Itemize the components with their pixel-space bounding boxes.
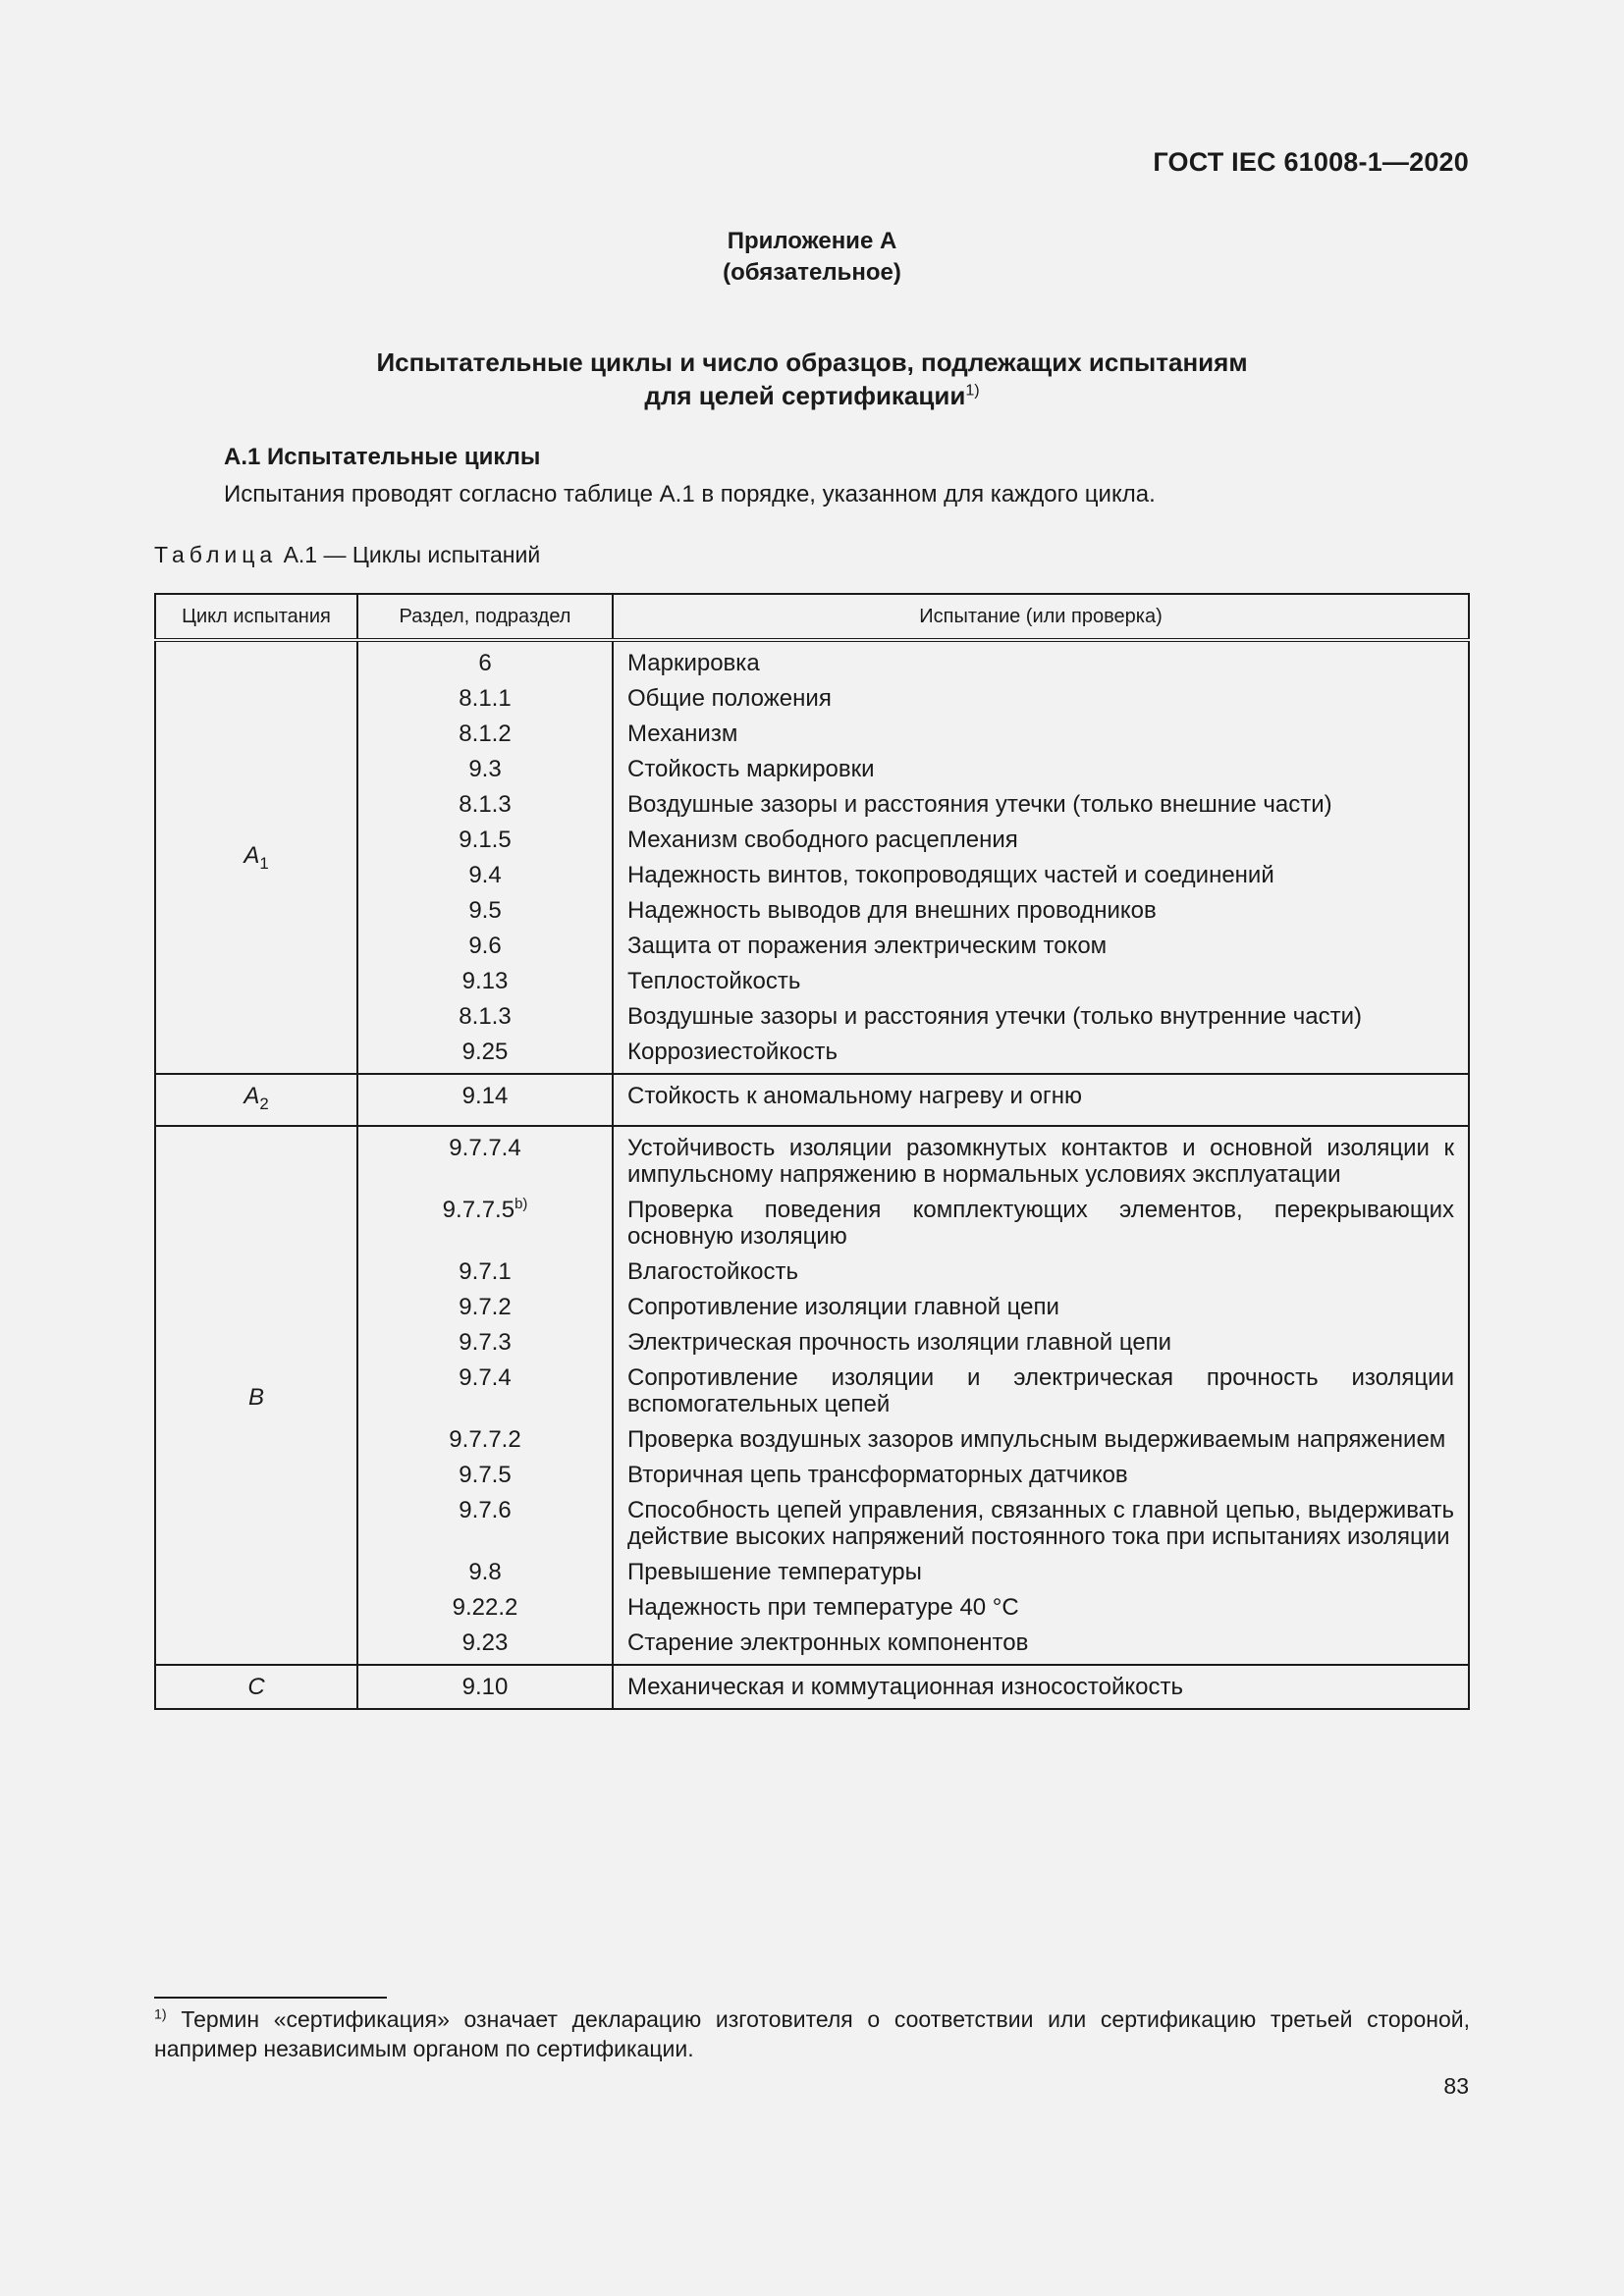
cycle-cell [155,1665,357,1709]
test-cell: Коррозиестойкость [613,1034,1469,1074]
test-cell: Маркировка [613,640,1469,680]
section-number: 9.8 [468,1558,502,1585]
section-heading: А.1 Испытательные циклы [224,444,541,470]
section-number: 9.7.3 [459,1328,512,1356]
annex-title [0,346,1624,412]
footnote-mark: 1) [154,2006,167,2023]
cycle-subscript: 1 [259,853,269,873]
section-number: 9.4 [468,862,502,888]
section-cell [357,716,613,751]
header-cycle: Цикл испытания [155,594,357,640]
section-number: 9.14 [461,1083,509,1109]
test-cell: Общие положения [613,680,1469,716]
table-row [155,1665,1469,1709]
section-number: 8.1.3 [459,1003,512,1030]
cycle-label: A [244,1083,260,1109]
table-caption-prefix: Таблица [154,542,278,567]
section-number: 9.3 [468,756,502,782]
section-cell [357,1254,613,1289]
section-number: 8.1.1 [459,685,512,712]
section-number: 9.1.5 [459,827,512,853]
section-cell [357,1421,613,1457]
section-number: 9.10 [461,1673,509,1700]
test-cell: Надежность выводов для внешних проводников [613,892,1469,928]
section-cell [357,1034,613,1074]
test-cell: Механизм свободного расцепления [613,822,1469,857]
section-number: 9.22.2 [452,1593,518,1621]
section-cell [357,963,613,998]
test-cell: Воздушные зазоры и расстояния утечки (только внутренние части) [613,998,1469,1034]
test-cell: Стойкость маркировки [613,751,1469,786]
test-cell: Устойчивость изоляции разомкнутых контактов и основной изоляции к импульсному напряжению в нормальных условиях эксплуатации [613,1126,1469,1192]
section-number: 9.13 [461,968,509,994]
table-row [155,1126,1469,1192]
section-number: 9.7.7.5 [442,1196,515,1223]
section-cell [357,1074,613,1126]
test-cell: Стойкость к аномальному нагреву и огню [613,1074,1469,1126]
test-cell: Механическая и коммутационная износостойкость [613,1665,1469,1709]
section-cell [357,1625,613,1665]
test-cell: Механизм [613,716,1469,751]
test-cell: Способность цепей управления, связанных с главной цепью, выдерживать действие высоких напряжений постоянного тока при испытаниях изоляции [613,1492,1469,1554]
section-cell [357,1589,613,1625]
section-text: Испытания проводят согласно таблице А.1 в порядке, указанном для каждого цикла. [224,481,1156,507]
annex-label: Приложение А [727,228,897,254]
annex-status: (обязательное) [723,259,901,286]
test-cell: Влагостойкость [613,1254,1469,1289]
section-number: 9.7.2 [459,1293,512,1320]
section-cell [357,1126,613,1192]
section-cell [357,1289,613,1324]
section-number: 9.25 [461,1039,509,1065]
section-number: 6 [478,650,492,676]
section-number: 9.7.6 [459,1496,512,1523]
page-number: 83 [1443,2073,1469,2099]
footnote-text: Термин «сертификация» означает декларацию изготовителя о соответствии или сертификацию третьей стороной, например независимым органом по сертификации. [154,2006,1470,2061]
test-cell: Вторичная цепь трансформаторных датчиков [613,1457,1469,1492]
section-number: 8.1.3 [459,791,512,818]
test-cycles-table [154,593,1470,1710]
section-cell [357,822,613,857]
section-number: 9.7.1 [459,1257,512,1285]
section-cell [357,1360,613,1421]
cycle-label: A [244,842,260,870]
footnote-divider [154,1997,387,1999]
section-cell [357,998,613,1034]
test-cell: Надежность винтов, токопроводящих частей и соединений [613,857,1469,892]
annex-heading [0,226,1624,289]
standard-code: ГОСТ IEC 61008-1—2020 [1153,147,1469,177]
test-cell: Проверка поведения комплектующих элементов, перекрывающих основную изоляцию [613,1192,1469,1254]
section-number: 9.7.4 [459,1363,512,1391]
section-cell [357,857,613,892]
table-row [155,1074,1469,1126]
section-cell [357,751,613,786]
section-cell [357,892,613,928]
cycle-cell [155,640,357,1074]
table-caption-rest: А.1 — Циклы испытаний [277,542,541,567]
test-cell: Защита от поражения электрическим током [613,928,1469,963]
section-number: 9.7.7.4 [449,1134,521,1161]
footnote [154,2004,1470,2063]
section-cell [357,680,613,716]
section-note-ref: b) [514,1196,528,1212]
section-cell [357,928,613,963]
header-test: Испытание (или проверка) [613,594,1469,640]
test-cell: Воздушные зазоры и расстояния утечки (только внешние части) [613,786,1469,822]
section-number: 9.6 [468,933,502,959]
table-header-row [155,594,1469,640]
section-cell [357,1665,613,1709]
cycle-label: C [247,1673,265,1700]
test-cell: Электрическая прочность изоляции главной цепи [613,1324,1469,1360]
table-caption [154,542,540,568]
test-cell: Сопротивление изоляции и электрическая прочность изоляции вспомогательных цепей [613,1360,1469,1421]
cycle-cell [155,1074,357,1126]
section-number: 9.7.7.2 [449,1425,521,1453]
test-cell: Проверка воздушных зазоров импульсным выдерживаемым напряжением [613,1421,1469,1457]
section-cell [357,1492,613,1554]
section-cell [357,1457,613,1492]
table-row [155,640,1469,680]
cycle-subscript: 2 [259,1094,269,1113]
section-number: 9.5 [468,897,502,924]
section-cell [357,640,613,680]
section-number: 8.1.2 [459,721,512,747]
cycle-cell [155,1126,357,1665]
section-cell [357,1554,613,1589]
section-cell [357,1324,613,1360]
table-body [155,640,1469,1709]
test-cell: Сопротивление изоляции главной цепи [613,1289,1469,1324]
test-cell: Старение электронных компонентов [613,1625,1469,1665]
annex-title-line2: для целей сертификации [644,381,966,410]
cycle-label: B [247,1383,264,1411]
footnote-ref[interactable]: 1) [965,381,980,400]
section-cell [357,1192,613,1254]
section-cell [357,786,613,822]
test-cell: Теплостойкость [613,963,1469,998]
annex-title-line1: Испытательные циклы и число образцов, подлежащих испытаниям [376,347,1248,377]
section-number: 9.7.5 [459,1461,512,1488]
test-cell: Превышение температуры [613,1554,1469,1589]
section-number: 9.23 [461,1629,509,1656]
header-section: Раздел, подраздел [357,594,613,640]
test-cell: Надежность при температуре 40 °C [613,1589,1469,1625]
